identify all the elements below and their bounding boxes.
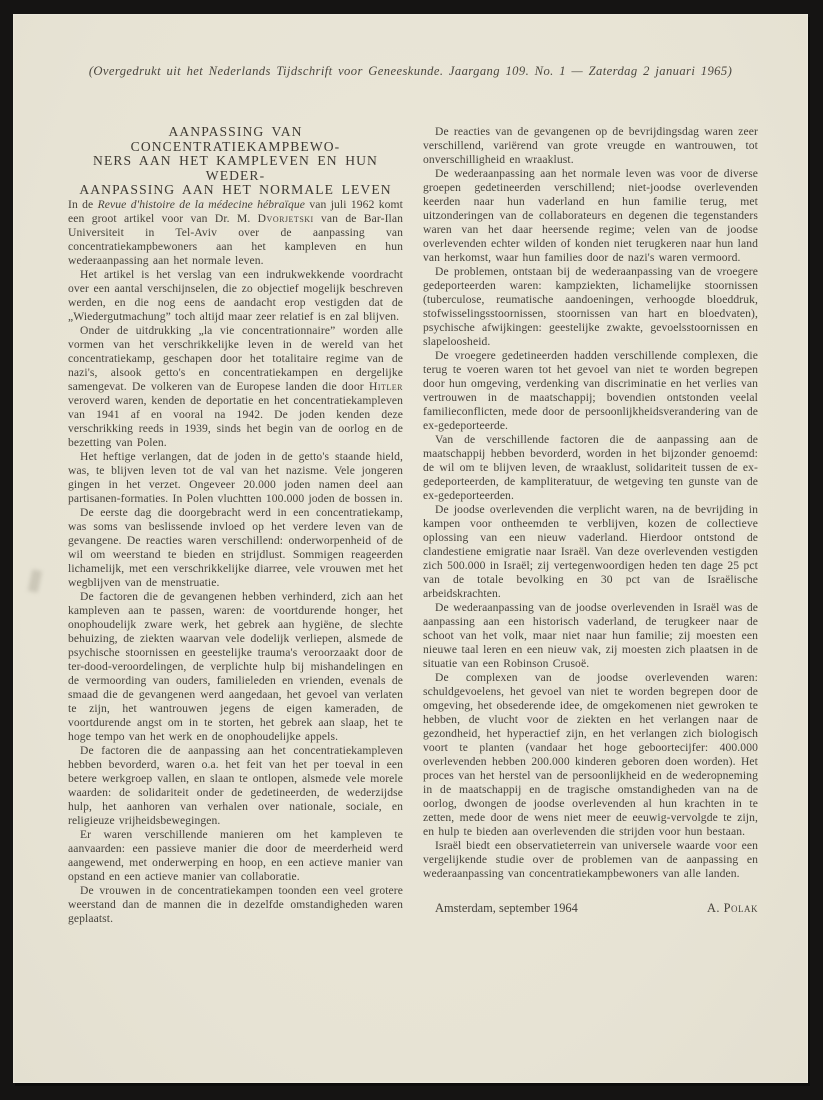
article-body	[13, 125, 808, 926]
paragraph: Er waren verschillende manieren om het kampleven te aanvaarden: een passieve manier die door de meerderheid werd aangewend, met onderwerping en hoop, en een actieve manier van opstand en een actieve manier van collaboratie.	[68, 827, 403, 883]
title-line: NERS AAN HET KAMPLEVEN EN HUN WEDER-	[93, 153, 378, 183]
paragraph: De wederaanpassing aan het normale leven was voor de diverse groepen gedetineerden verschillend; niet-joodse overlevenden keerden naar hun vaderland en hun familie terug, met uitzonderingen van de collaborateurs en degenen die tegenstanders waren van het daar heersende regime; velen van de joodse overlevenden echter wilden of konden niet terugkeren naar hun land van herkomst, waar hun families door de nazi's waren vermoord.	[423, 167, 758, 264]
paragraph: De joodse overlevenden die verplicht waren, na de bevrijding in kampen voor ontheemden te verblijven, kozen de collectieve oplossing van een nieuw vaderland. Hierdoor ontstond de clandestiene emigratie naar Israël. Van deze overlevenden vestigden zich 500.000 in Israël; zij vertegenwoordigen heden ten dage 25 pct van de totale bevolking en 30 pct van de Israëlische arbeidskrachten.	[423, 503, 758, 600]
right-column	[423, 125, 758, 926]
paragraph: De problemen, ontstaan bij de wederaanpassing van de vroegere gedeporteerden waren: kampziekten, lichamelijke stoornissen (tuberculose, reumatische aandoeningen, verhoogde bloeddruk, stofwisselingsstoornissen, stoornissen van hart en bloedvaten), psychische afwijkingen: geestelijke zwakte, gevoelsstoornissen en slapeloosheid.	[423, 265, 758, 348]
paragraph: Onder de uitdrukking „la vie concentrationnaire” worden alle vormen van het verschrikkelijke leven in de wereld van het concentratiekamp, geschapen door het totalitaire regime van de nazi's, alsook getto's en concentratiekampen en dergelijke samengevat. De volkeren van de Europese landen die door Hitler veroverd waren, kenden de deportatie en het concentratiekampleven van 1941 af en vooral na 1942. De joden kenden deze verschrikking reeds in 1939, sinds het begin van de oorlog en de bezetting van Polen.	[68, 323, 403, 449]
author-name: A. Polak	[706, 901, 758, 915]
paragraph: Het artikel is het verslag van een indrukwekkende voordracht over een aantal verschijnselen, die zo objectief mogelijk beschreven werden, en die nog eens de aandacht erop vestigden dat de „Wiedergutmachung” toch altijd maar zeer relatief is en zal blijven.	[68, 267, 403, 323]
paragraph: In de Revue d'histoire de la médecine hébraïque van juli 1962 komt een groot artikel voor van Dr. M. Dvorjetski van de Bar-Ilan Universiteit in Tel-Aviv over de aanpassing van concentratiekampbewoners aan het kampleven en hun wederaanpassing aan het normale leven.	[68, 197, 403, 267]
paragraph: De vroegere gedetineerden hadden verschillende complexen, die terug te voeren waren tot het gevoel van niet te worden begrepen door hun omgeving, verdenking van discriminatie en het verlies van vertrouwen in de maatschappij; bovendien ontstonden veelal familieconflicten, mede door de persoonlijkheidsverandering van de ex-gedeporteerde.	[423, 349, 758, 432]
paragraph: De factoren die de aanpassing aan het concentratiekampleven hebben bevorderd, waren o.a. het feit van het per toeval in een betere werkgroep vallen, en slaan te ontlopen, alsmede vele morele waarden: de solidariteit onder de gedetineerden, de wederzijdse hulp, het aanhoren van verhalen over nationale, sociale, en religieuze vrijheidsbewegingen.	[68, 743, 403, 827]
paragraph: De complexen van de joodse overlevenden waren: schuldgevoelens, het gevoel van niet te worden begrepen door de omgeving, het obsederende idee, de omgekomenen niet gewroken te hebben, de vlucht voor de ziekten en het verlangen naar de gezondheid, het hyperactief zijn, en het verlangen zich biologisch voort te planten (vandaar het hoge geboortecijfer: 400.000 overlevenden hebben 200.000 kinderen geboren doen worden). Het proces van het herstel van de persoonlijkheid en de wederopneming in de maatschappij en de tragische omstandigheden van na de oorlog, dwongen de joodse overlevenden al hun krachten in te zetten, mede door de wens niet meer de eeuwig-vervolgde te zijn, en hulp te bieden aan overlevenden die strijden voor hun bestaan.	[423, 671, 758, 838]
paragraph: Van de verschillende factoren die de aanpassing aan de maatschappij hebben bevorderd, worden in het bijzonder genoemd: de wil om te blijven leven, de wraaklust, solidariteit tussen de ex-gedeporteerden, de kampliteratuur, de wetgeving ten gunste van de ex-gedeporteerden.	[423, 433, 758, 502]
paragraph: De vrouwen in de concentratiekampen toonden een veel grotere weerstand dan de mannen die in dezelfde omstandigheden waren geplaatst.	[68, 883, 403, 925]
left-column-text	[68, 198, 403, 926]
place-date: Amsterdam, september 1964	[435, 901, 578, 915]
paragraph: De factoren die de gevangenen hebben verhinderd, zich aan het kampleven aan te passen, waren: de voortdurende honger, het onophoudelijk zware werk, het gebrek aan hygiëne, de slechte behuizing, de ziekten waarvan vele dodelijk verliepen, alsmede de psychische stoornissen en geestelijke trauma's veroorzaakt door de ter-dood-veroordelingen, de verplichte hulp bij mishandelingen en de vermoording van ouders, familieleden en vrienden, evenals de smaad die de gevangenen werd aangedaan, het gevoel van verlaten te zijn, het wantrouwen jegens de eigen kameraden, de voortdurende angst om in te storten, het gebrek aan slaap, het te hoge tempo van het werk en de onophoudelijke appels.	[68, 589, 403, 743]
title-line: AANPASSING AAN HET NORMALE LEVEN	[79, 182, 392, 198]
signature-line	[423, 901, 758, 916]
paragraph: Israël biedt een observatieterrein van universele waarde voor een vergelijkende studie over de problemen van de aanpassing en wederaanpassing van concentratiekampbewoners van alle landen.	[423, 839, 758, 880]
paragraph: De wederaanpassing van de joodse overlevenden in Israël was de aanpassing aan een historisch vaderland, de terugkeer naar de schoot van het volk, maar niet naar hun familie; zij moesten een nieuwe taal leren en een nieuw vak, zij moesten zich plaatsen in de situatie van een Robinson Crusoë.	[423, 601, 758, 670]
title-line: AANPASSING VAN CONCENTRATIEKAMPBEWO-	[130, 124, 341, 154]
paragraph: De reacties van de gevangenen op de bevrijdingsdag waren zeer verschillend, variërend van grote vreugde en wantrouwen, tot onverschilligheid en wraaklust.	[423, 125, 758, 166]
right-column-text	[423, 125, 758, 881]
document-page	[13, 14, 808, 1083]
reprint-note: (Overgedrukt uit het Nederlands Tijdschrift voor Geneeskunde. Jaargang 109. No. 1 — Zaterdag 2 januari 1965)	[88, 64, 733, 78]
left-column	[68, 125, 403, 926]
paragraph: De eerste dag die doorgebracht werd in een concentratiekamp, was soms van beslissende invloed op het verdere leven van de gevangene. De reacties waren verschillend: onderworpenheid of de wil om weerstand te bieden en strijdlust. Sommigen reageerden lichamelijk, met een verschrikkelijke diarree, vele vrouwen met het wegblijven van de menstruatie.	[68, 505, 403, 589]
article-title	[68, 125, 403, 198]
paragraph: Het heftige verlangen, dat de joden in de getto's staande hield, was, te blijven leven tot de val van het nazisme. Vele jongeren gingen in het verzet. Ongeveer 20.000 joden namen deel aan partisanen-formaties. In Polen vluchtten 100.000 joden de bossen in.	[68, 449, 403, 505]
